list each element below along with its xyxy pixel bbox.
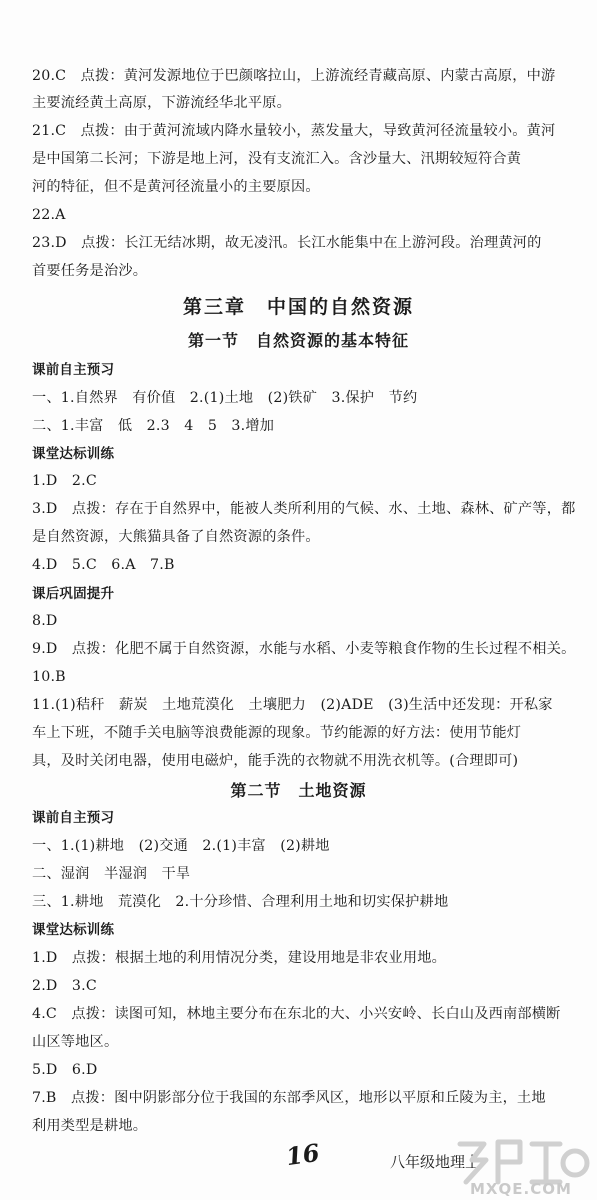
answer-line: 1.D 点拨：根据土地的利用情况分类，建设用地是非农业用地。: [32, 950, 446, 966]
answer-line: 主要流经黄土高原，下游流经华北平原。: [32, 95, 291, 111]
answer-line: 11.(1)秸秆 薪炭 土地荒漠化 土壤肥力 (2)ADE (3)生活中还发现：开私家: [32, 697, 553, 713]
answer-line: 三、1.耕地 荒漠化 2.十分珍惜、合理利用土地和切实保护耕地: [32, 894, 449, 910]
answer-line: 具，及时关闭电器，使用电磁炉，能手洗的衣物就不用洗衣机等。(合理即可): [32, 753, 519, 769]
answer-line: 河的特征，但不是黄河径流量小的主要原因。: [32, 179, 320, 195]
answer-line: 9.D 点拨：化肥不属于自然资源，水能与水稻、小麦等粮食作物的生长过程不相关。: [32, 641, 576, 657]
answer-line: 22.A: [32, 207, 66, 223]
page-number: 16: [284, 1137, 322, 1172]
answer-line: 一、1.(1)耕地 (2)交通 2.(1)丰富 (2)耕地: [32, 838, 330, 854]
answer-line: 山区等地区。: [32, 1034, 119, 1050]
footer-text: 八年级地理上: [390, 1153, 481, 1171]
chapter-title: 第三章 中国的自然资源: [182, 296, 414, 318]
answer-line: 7.B 点拨：图中阴影部分位于我国的东部季风区，地形以平原和丘陵为主，土地: [32, 1090, 546, 1106]
answer-line: 8.D: [32, 613, 58, 629]
section-label: 课前自主预习: [32, 810, 115, 826]
section-label: 课堂达标训练: [32, 922, 115, 938]
section-title: 第二节 土地资源: [230, 781, 367, 800]
answer-line: 3.D 点拨：存在于自然界中，能被人类所利用的气候、水、土地、森林、矿产等，都: [32, 501, 576, 517]
answer-line: 21.C 点拨：由于黄河流域内降水量较小，蒸发量大，导致黄河径流量较小。黄河: [32, 123, 556, 139]
answer-line: 二、湿润 半湿润 干旱: [32, 866, 191, 882]
answer-line: 4.D 5.C 6.A 7.B: [32, 557, 175, 573]
answer-line: 车上下班，不随手关电脑等浪费能源的现象。节约能源的好方法：使用节能灯: [32, 725, 522, 741]
section-label: 课前自主预习: [32, 362, 115, 378]
answer-line: 是中国第二长河；下游是地上河，没有支流汇入。含沙量大、汛期较短符合黄: [32, 151, 522, 167]
answer-line: 1.D 2.C: [32, 473, 97, 489]
answer-line: 二、1.丰富 低 2.3 4 5 3.增加: [32, 418, 275, 434]
answer-line: 23.D 点拨：长江无结冰期，故无凌汛。长江水能集中在上游河段。治理黄河的: [32, 235, 542, 251]
answer-line: 是自然资源，大熊猫具备了自然资源的条件。: [32, 529, 320, 545]
watermark-text: MXQE.COM: [470, 1180, 572, 1198]
answer-line: 4.C 点拨：读图可知，林地主要分布在东北的大、小兴安岭、长白山及西南部横断: [32, 1006, 561, 1022]
section-label: 课堂达标训练: [32, 446, 115, 462]
answer-line: 10.B: [32, 669, 66, 685]
section-label: 课后巩固提升: [32, 586, 115, 602]
answer-line: 5.D 6.D: [32, 1062, 98, 1078]
answer-line: 一、1.自然界 有价值 2.(1)土地 (2)铁矿 3.保护 节约: [32, 390, 418, 406]
answer-line: 首要任务是治沙。: [32, 263, 148, 279]
answer-line: 2.D 3.C: [32, 978, 97, 994]
answer-line: 20.C 点拨：黄河发源地位于巴颜喀拉山，上游流经青藏高原、内蒙古高原，中游: [32, 68, 556, 84]
section-title: 第一节 自然资源的基本特征: [187, 331, 409, 350]
answer-line: 利用类型是耕地。: [32, 1118, 148, 1134]
